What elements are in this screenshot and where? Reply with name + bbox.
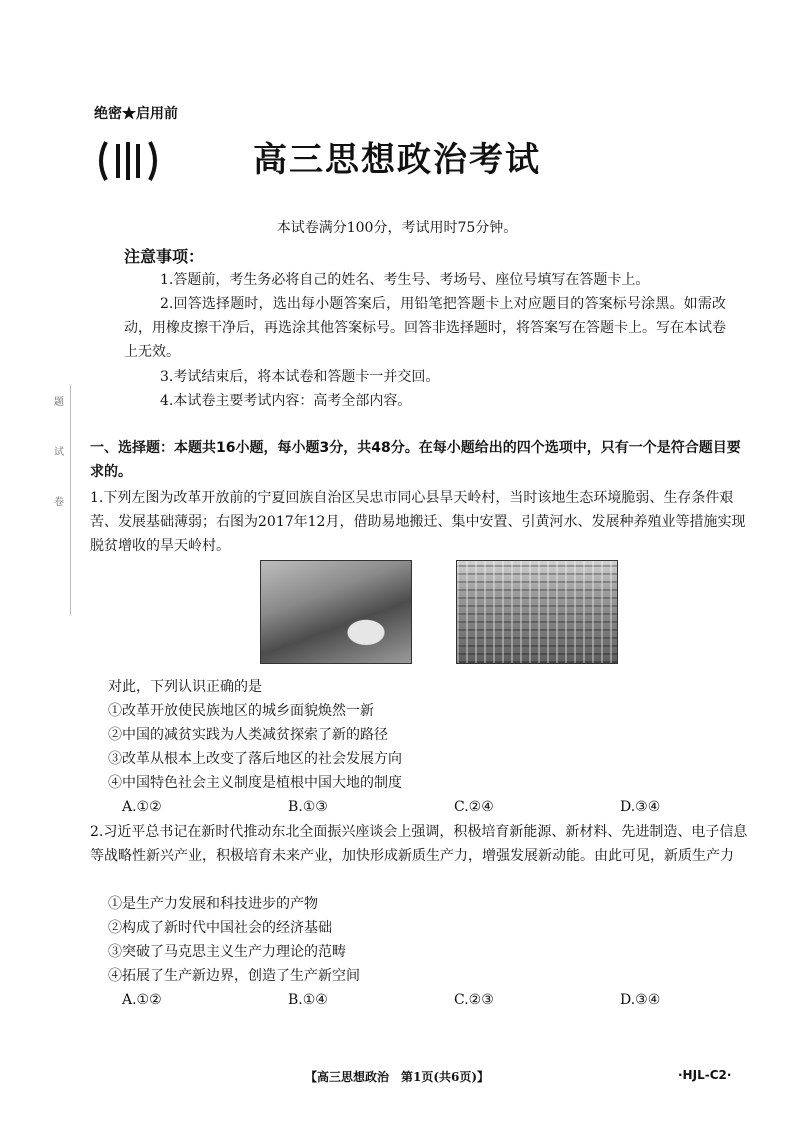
section-heading: 一、选择题：本题共16小题，每小题3分，共48分。在每小题给出的四个选项中，只有一个是符合题目要求的。	[90, 440, 741, 480]
village-after-photo	[456, 560, 618, 664]
statement: ①改革开放使民族地区的城乡面貌焕然一新	[108, 703, 374, 719]
margin-mark: 试	[54, 447, 64, 458]
notice-heading: 注意事项：	[124, 247, 205, 266]
question-1-stem: 1.下列左图为改革开放前的宁夏回族自治区吴忠市同心县旱天岭村，当时该地生态环境脆弱、生存条件艰苦、发展基础薄弱；右图为2017年12月，借助易地搬迁、集中安置、引黄河水、发展种养殖业等措施实现脱贫增收的旱天岭村。	[90, 490, 746, 554]
page-footer: 【高三思想政治 第1页(共6页)】	[304, 1070, 490, 1084]
statement: ④拓展了生产新边界，创造了生产新空间	[108, 968, 360, 984]
question-prompt: 对此，下列认识正确的是	[108, 679, 262, 695]
option-a: A.①②	[122, 799, 162, 815]
option-c: C.②④	[454, 799, 494, 815]
option-b: B.①④	[288, 992, 328, 1008]
option-row	[108, 795, 748, 819]
statement: ③突破了马克思主义生产力理论的范畴	[108, 944, 346, 960]
statement: ④中国特色社会主义制度是植根中国大地的制度	[108, 775, 402, 791]
margin-line	[70, 385, 71, 615]
statement: ②中国的减贫实践为人类减贫探索了新的路径	[108, 727, 388, 743]
exam-title: 高三思想政治考试	[253, 140, 541, 180]
option-c: C.②③	[454, 992, 494, 1008]
option-d: D.③④	[620, 799, 661, 815]
statement: ③改革从根本上改变了落后地区的社会发展方向	[108, 751, 402, 767]
question-2-stem: 2.习近平总书记在新时代推动东北全面振兴座谈会上强调，积极培育新能源、新材料、先进制造、电子信息等战略性新兴产业，积极培育未来产业，加快形成新质生产力，增强发展新动能。由此可见，新质生产力	[90, 824, 748, 864]
exam-info: 本试卷满分100分，考试用时75分钟。	[276, 220, 518, 236]
binding-margin	[50, 385, 72, 615]
option-row	[108, 988, 748, 1012]
question-1-body	[108, 675, 748, 819]
notice-item: 1.答题前，考生务必将自己的姓名、考生号、考场号、座位号填写在答题卡上。	[160, 272, 650, 288]
option-b: B.①③	[288, 799, 328, 815]
margin-mark: 题	[54, 397, 64, 408]
statement: ②构成了新时代中国社会的经济基础	[108, 920, 332, 936]
notice-item: 3.考试结束后，将本试卷和答题卡一并交回。	[160, 369, 440, 385]
statement: ①是生产力发展和科技进步的产物	[108, 896, 318, 912]
village-before-photo	[260, 560, 412, 664]
margin-mark: 卷	[54, 497, 64, 508]
confidential-mark: 绝密★启用前	[94, 106, 178, 122]
paper-code: ·HJL-C2·	[678, 1068, 732, 1082]
notice-item: 4.本试卷主要考试内容：高考全部内容。	[160, 393, 412, 409]
option-d: D.③④	[620, 992, 661, 1008]
question-2-body	[108, 892, 748, 1012]
notice-item: 2.回答选择题时，选出每小题答案后，用铅笔把答题卡上对应题目的答案标号涂黑。如需改动，用橡皮擦干净后，再选涂其他答案标号。回答非选择题时，将答案写在答题卡上。写在本试卷上无效。	[124, 296, 726, 360]
option-a: A.①②	[122, 992, 162, 1008]
